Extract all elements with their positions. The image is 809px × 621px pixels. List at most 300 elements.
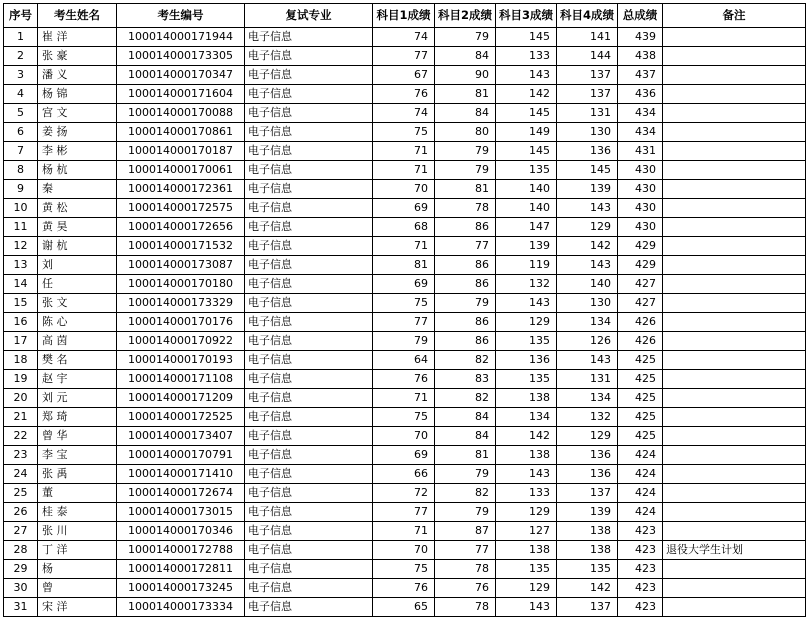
cell-major: 电子信息 <box>245 408 373 427</box>
cell-major: 电子信息 <box>245 123 373 142</box>
cell-id: 100014000171108 <box>117 370 245 389</box>
cell-name: 刘 <box>38 256 117 275</box>
cell-no: 2 <box>4 47 38 66</box>
cell-total: 425 <box>618 389 663 408</box>
cell-major: 电子信息 <box>245 161 373 180</box>
cell-score3: 143 <box>496 598 557 617</box>
cell-total: 437 <box>618 66 663 85</box>
cell-name: 张 文 <box>38 294 117 313</box>
cell-no: 15 <box>4 294 38 313</box>
cell-score3: 138 <box>496 446 557 465</box>
table-row <box>4 484 806 503</box>
cell-no: 17 <box>4 332 38 351</box>
cell-score3: 135 <box>496 332 557 351</box>
cell-score2: 79 <box>435 28 496 47</box>
cell-score2: 84 <box>435 104 496 123</box>
cell-name: 桂 泰 <box>38 503 117 522</box>
cell-score2: 81 <box>435 85 496 104</box>
cell-score3: 134 <box>496 408 557 427</box>
header-total: 总成绩 <box>618 4 663 28</box>
cell-score3: 135 <box>496 370 557 389</box>
cell-score4: 136 <box>557 142 618 161</box>
cell-major: 电子信息 <box>245 579 373 598</box>
cell-no: 24 <box>4 465 38 484</box>
cell-no: 10 <box>4 199 38 218</box>
cell-id: 100014000171604 <box>117 85 245 104</box>
cell-name: 秦 <box>38 180 117 199</box>
cell-score1: 65 <box>373 598 435 617</box>
cell-total: 434 <box>618 123 663 142</box>
cell-score3: 142 <box>496 427 557 446</box>
cell-id: 100014000170791 <box>117 446 245 465</box>
cell-major: 电子信息 <box>245 28 373 47</box>
cell-major: 电子信息 <box>245 541 373 560</box>
cell-score4: 131 <box>557 104 618 123</box>
cell-major: 电子信息 <box>245 66 373 85</box>
cell-no: 4 <box>4 85 38 104</box>
cell-id: 100014000170187 <box>117 142 245 161</box>
cell-no: 18 <box>4 351 38 370</box>
cell-score2: 76 <box>435 579 496 598</box>
cell-major: 电子信息 <box>245 446 373 465</box>
cell-score1: 71 <box>373 522 435 541</box>
cell-id: 100014000170088 <box>117 104 245 123</box>
cell-note <box>663 503 806 522</box>
cell-score1: 75 <box>373 123 435 142</box>
cell-id: 100014000172525 <box>117 408 245 427</box>
score-table-container <box>3 3 805 617</box>
cell-score2: 79 <box>435 465 496 484</box>
table-row <box>4 275 806 294</box>
header-name: 考生姓名 <box>38 4 117 28</box>
table-row <box>4 427 806 446</box>
cell-id: 100014000170347 <box>117 66 245 85</box>
cell-score2: 77 <box>435 237 496 256</box>
cell-no: 3 <box>4 66 38 85</box>
cell-score3: 129 <box>496 503 557 522</box>
cell-score3: 143 <box>496 66 557 85</box>
cell-id: 100014000173015 <box>117 503 245 522</box>
cell-score2: 84 <box>435 427 496 446</box>
cell-note <box>663 313 806 332</box>
cell-id: 100014000171532 <box>117 237 245 256</box>
table-row <box>4 503 806 522</box>
cell-major: 电子信息 <box>245 389 373 408</box>
cell-name: 杨 杭 <box>38 161 117 180</box>
cell-score4: 142 <box>557 579 618 598</box>
cell-id: 100014000170922 <box>117 332 245 351</box>
cell-no: 13 <box>4 256 38 275</box>
cell-note <box>663 351 806 370</box>
cell-score1: 74 <box>373 28 435 47</box>
cell-score1: 76 <box>373 370 435 389</box>
cell-major: 电子信息 <box>245 465 373 484</box>
cell-note <box>663 218 806 237</box>
cell-note <box>663 28 806 47</box>
cell-major: 电子信息 <box>245 427 373 446</box>
cell-score4: 134 <box>557 313 618 332</box>
table-row <box>4 598 806 617</box>
cell-score4: 132 <box>557 408 618 427</box>
cell-total: 424 <box>618 465 663 484</box>
cell-id: 100014000172361 <box>117 180 245 199</box>
cell-score1: 71 <box>373 161 435 180</box>
cell-no: 16 <box>4 313 38 332</box>
cell-score4: 138 <box>557 541 618 560</box>
cell-id: 100014000173329 <box>117 294 245 313</box>
cell-score3: 140 <box>496 199 557 218</box>
cell-total: 430 <box>618 199 663 218</box>
cell-note <box>663 294 806 313</box>
cell-note <box>663 256 806 275</box>
header-row <box>4 4 806 28</box>
cell-name: 曾 华 <box>38 427 117 446</box>
table-row <box>4 294 806 313</box>
cell-score1: 81 <box>373 256 435 275</box>
table-row <box>4 199 806 218</box>
header-major: 复试专业 <box>245 4 373 28</box>
cell-name: 陈 心 <box>38 313 117 332</box>
cell-total: 423 <box>618 598 663 617</box>
score-table <box>3 3 806 617</box>
table-row <box>4 66 806 85</box>
cell-note <box>663 598 806 617</box>
cell-score1: 69 <box>373 275 435 294</box>
cell-score4: 136 <box>557 465 618 484</box>
cell-note <box>663 389 806 408</box>
table-row <box>4 446 806 465</box>
cell-score3: 145 <box>496 104 557 123</box>
cell-score1: 69 <box>373 199 435 218</box>
cell-score1: 75 <box>373 560 435 579</box>
cell-score3: 145 <box>496 142 557 161</box>
cell-score4: 136 <box>557 446 618 465</box>
cell-id: 100014000170193 <box>117 351 245 370</box>
cell-score3: 136 <box>496 351 557 370</box>
cell-score4: 137 <box>557 484 618 503</box>
cell-score4: 139 <box>557 503 618 522</box>
header-note: 备注 <box>663 4 806 28</box>
cell-score4: 138 <box>557 522 618 541</box>
table-row <box>4 85 806 104</box>
cell-score2: 87 <box>435 522 496 541</box>
cell-no: 19 <box>4 370 38 389</box>
cell-no: 7 <box>4 142 38 161</box>
cell-score3: 140 <box>496 180 557 199</box>
cell-note <box>663 180 806 199</box>
cell-score2: 79 <box>435 503 496 522</box>
cell-score1: 71 <box>373 389 435 408</box>
cell-score1: 75 <box>373 408 435 427</box>
cell-score3: 138 <box>496 389 557 408</box>
cell-total: 425 <box>618 427 663 446</box>
cell-score4: 145 <box>557 161 618 180</box>
cell-score4: 137 <box>557 66 618 85</box>
cell-score1: 67 <box>373 66 435 85</box>
cell-score4: 141 <box>557 28 618 47</box>
cell-score1: 68 <box>373 218 435 237</box>
cell-score3: 133 <box>496 484 557 503</box>
cell-score2: 83 <box>435 370 496 389</box>
cell-id: 100014000173407 <box>117 427 245 446</box>
cell-score4: 137 <box>557 85 618 104</box>
cell-major: 电子信息 <box>245 370 373 389</box>
cell-score1: 79 <box>373 332 435 351</box>
cell-total: 427 <box>618 294 663 313</box>
header-score4: 科目4成绩 <box>557 4 618 28</box>
cell-note <box>663 465 806 484</box>
cell-score2: 78 <box>435 598 496 617</box>
cell-score1: 77 <box>373 47 435 66</box>
table-row <box>4 180 806 199</box>
cell-score3: 127 <box>496 522 557 541</box>
cell-note <box>663 123 806 142</box>
cell-score4: 137 <box>557 598 618 617</box>
table-row <box>4 465 806 484</box>
table-row <box>4 28 806 47</box>
cell-name: 崔 洋 <box>38 28 117 47</box>
cell-note <box>663 579 806 598</box>
cell-no: 27 <box>4 522 38 541</box>
cell-name: 李 彬 <box>38 142 117 161</box>
cell-name: 任 <box>38 275 117 294</box>
cell-score2: 90 <box>435 66 496 85</box>
table-row <box>4 541 806 560</box>
cell-name: 潘 义 <box>38 66 117 85</box>
cell-score4: 144 <box>557 47 618 66</box>
cell-total: 430 <box>618 180 663 199</box>
cell-score2: 86 <box>435 256 496 275</box>
cell-score3: 143 <box>496 294 557 313</box>
cell-major: 电子信息 <box>245 275 373 294</box>
cell-score4: 129 <box>557 427 618 446</box>
cell-note <box>663 427 806 446</box>
table-body <box>4 28 806 617</box>
cell-score3: 138 <box>496 541 557 560</box>
cell-name: 樊 名 <box>38 351 117 370</box>
cell-no: 20 <box>4 389 38 408</box>
cell-score1: 70 <box>373 541 435 560</box>
cell-score2: 79 <box>435 142 496 161</box>
header-score3: 科目3成绩 <box>496 4 557 28</box>
cell-major: 电子信息 <box>245 522 373 541</box>
cell-score2: 78 <box>435 199 496 218</box>
header-score1: 科目1成绩 <box>373 4 435 28</box>
cell-major: 电子信息 <box>245 218 373 237</box>
cell-id: 100014000172575 <box>117 199 245 218</box>
cell-no: 12 <box>4 237 38 256</box>
cell-score1: 64 <box>373 351 435 370</box>
cell-total: 424 <box>618 503 663 522</box>
header-no: 序号 <box>4 4 38 28</box>
cell-score2: 82 <box>435 484 496 503</box>
cell-no: 30 <box>4 579 38 598</box>
cell-major: 电子信息 <box>245 237 373 256</box>
cell-score4: 126 <box>557 332 618 351</box>
cell-id: 100014000173334 <box>117 598 245 617</box>
cell-note <box>663 237 806 256</box>
cell-total: 424 <box>618 484 663 503</box>
cell-note <box>663 522 806 541</box>
table-row <box>4 332 806 351</box>
cell-major: 电子信息 <box>245 351 373 370</box>
cell-score2: 86 <box>435 313 496 332</box>
cell-total: 431 <box>618 142 663 161</box>
cell-id: 100014000173305 <box>117 47 245 66</box>
cell-name: 杨 锦 <box>38 85 117 104</box>
cell-score1: 71 <box>373 142 435 161</box>
cell-score1: 76 <box>373 579 435 598</box>
cell-no: 1 <box>4 28 38 47</box>
cell-score1: 69 <box>373 446 435 465</box>
cell-note <box>663 370 806 389</box>
cell-note <box>663 104 806 123</box>
cell-id: 100014000172656 <box>117 218 245 237</box>
cell-total: 424 <box>618 446 663 465</box>
cell-no: 14 <box>4 275 38 294</box>
cell-total: 425 <box>618 370 663 389</box>
cell-note <box>663 446 806 465</box>
cell-no: 25 <box>4 484 38 503</box>
cell-score1: 70 <box>373 427 435 446</box>
header-score2: 科目2成绩 <box>435 4 496 28</box>
table-row <box>4 256 806 275</box>
cell-no: 23 <box>4 446 38 465</box>
cell-total: 423 <box>618 541 663 560</box>
cell-note <box>663 484 806 503</box>
table-row <box>4 408 806 427</box>
cell-score3: 129 <box>496 579 557 598</box>
cell-id: 100014000172788 <box>117 541 245 560</box>
cell-note <box>663 85 806 104</box>
cell-score1: 74 <box>373 104 435 123</box>
cell-id: 100014000172674 <box>117 484 245 503</box>
cell-score4: 130 <box>557 294 618 313</box>
cell-score3: 135 <box>496 560 557 579</box>
cell-major: 电子信息 <box>245 598 373 617</box>
cell-no: 31 <box>4 598 38 617</box>
cell-score1: 72 <box>373 484 435 503</box>
cell-total: 430 <box>618 161 663 180</box>
cell-score3: 143 <box>496 465 557 484</box>
cell-name: 高 茵 <box>38 332 117 351</box>
cell-id: 100014000171944 <box>117 28 245 47</box>
cell-no: 6 <box>4 123 38 142</box>
cell-score4: 134 <box>557 389 618 408</box>
cell-score4: 131 <box>557 370 618 389</box>
cell-score2: 86 <box>435 332 496 351</box>
cell-name: 曾 <box>38 579 117 598</box>
cell-score1: 71 <box>373 237 435 256</box>
cell-no: 28 <box>4 541 38 560</box>
cell-total: 426 <box>618 313 663 332</box>
cell-name: 张 豪 <box>38 47 117 66</box>
cell-note <box>663 66 806 85</box>
cell-score1: 66 <box>373 465 435 484</box>
cell-total: 423 <box>618 522 663 541</box>
cell-score4: 139 <box>557 180 618 199</box>
cell-score3: 119 <box>496 256 557 275</box>
header-id: 考生编号 <box>117 4 245 28</box>
cell-score3: 149 <box>496 123 557 142</box>
cell-score4: 135 <box>557 560 618 579</box>
cell-score3: 133 <box>496 47 557 66</box>
cell-score2: 84 <box>435 47 496 66</box>
table-row <box>4 161 806 180</box>
cell-total: 426 <box>618 332 663 351</box>
cell-score3: 139 <box>496 237 557 256</box>
cell-name: 丁 洋 <box>38 541 117 560</box>
cell-id: 100014000170061 <box>117 161 245 180</box>
cell-id: 100014000170346 <box>117 522 245 541</box>
cell-score2: 77 <box>435 541 496 560</box>
table-row <box>4 123 806 142</box>
cell-score3: 142 <box>496 85 557 104</box>
cell-id: 100014000171209 <box>117 389 245 408</box>
cell-id: 100014000173087 <box>117 256 245 275</box>
cell-major: 电子信息 <box>245 484 373 503</box>
cell-score1: 75 <box>373 294 435 313</box>
cell-major: 电子信息 <box>245 199 373 218</box>
table-row <box>4 351 806 370</box>
cell-major: 电子信息 <box>245 294 373 313</box>
cell-note: 退役大学生计划 <box>663 541 806 560</box>
table-row <box>4 389 806 408</box>
cell-score4: 143 <box>557 199 618 218</box>
cell-score2: 79 <box>435 161 496 180</box>
cell-name: 郑 琦 <box>38 408 117 427</box>
table-row <box>4 579 806 598</box>
cell-id: 100014000170180 <box>117 275 245 294</box>
cell-name: 宋 洋 <box>38 598 117 617</box>
table-row <box>4 237 806 256</box>
cell-total: 430 <box>618 218 663 237</box>
cell-note <box>663 560 806 579</box>
cell-score1: 76 <box>373 85 435 104</box>
cell-name: 刘 元 <box>38 389 117 408</box>
cell-total: 425 <box>618 351 663 370</box>
cell-score3: 147 <box>496 218 557 237</box>
cell-major: 电子信息 <box>245 85 373 104</box>
cell-no: 5 <box>4 104 38 123</box>
cell-no: 29 <box>4 560 38 579</box>
cell-note <box>663 332 806 351</box>
cell-score2: 82 <box>435 389 496 408</box>
cell-no: 9 <box>4 180 38 199</box>
cell-note <box>663 408 806 427</box>
cell-id: 100014000170176 <box>117 313 245 332</box>
cell-id: 100014000172811 <box>117 560 245 579</box>
cell-score4: 143 <box>557 351 618 370</box>
cell-score1: 77 <box>373 313 435 332</box>
cell-major: 电子信息 <box>245 332 373 351</box>
cell-no: 26 <box>4 503 38 522</box>
cell-name: 黄 松 <box>38 199 117 218</box>
cell-score2: 86 <box>435 275 496 294</box>
cell-total: 436 <box>618 85 663 104</box>
cell-major: 电子信息 <box>245 560 373 579</box>
cell-total: 427 <box>618 275 663 294</box>
table-row <box>4 522 806 541</box>
table-row <box>4 104 806 123</box>
cell-id: 100014000170861 <box>117 123 245 142</box>
cell-note <box>663 275 806 294</box>
cell-id: 100014000171410 <box>117 465 245 484</box>
cell-score3: 135 <box>496 161 557 180</box>
cell-total: 438 <box>618 47 663 66</box>
cell-score2: 81 <box>435 180 496 199</box>
cell-name: 李 宝 <box>38 446 117 465</box>
